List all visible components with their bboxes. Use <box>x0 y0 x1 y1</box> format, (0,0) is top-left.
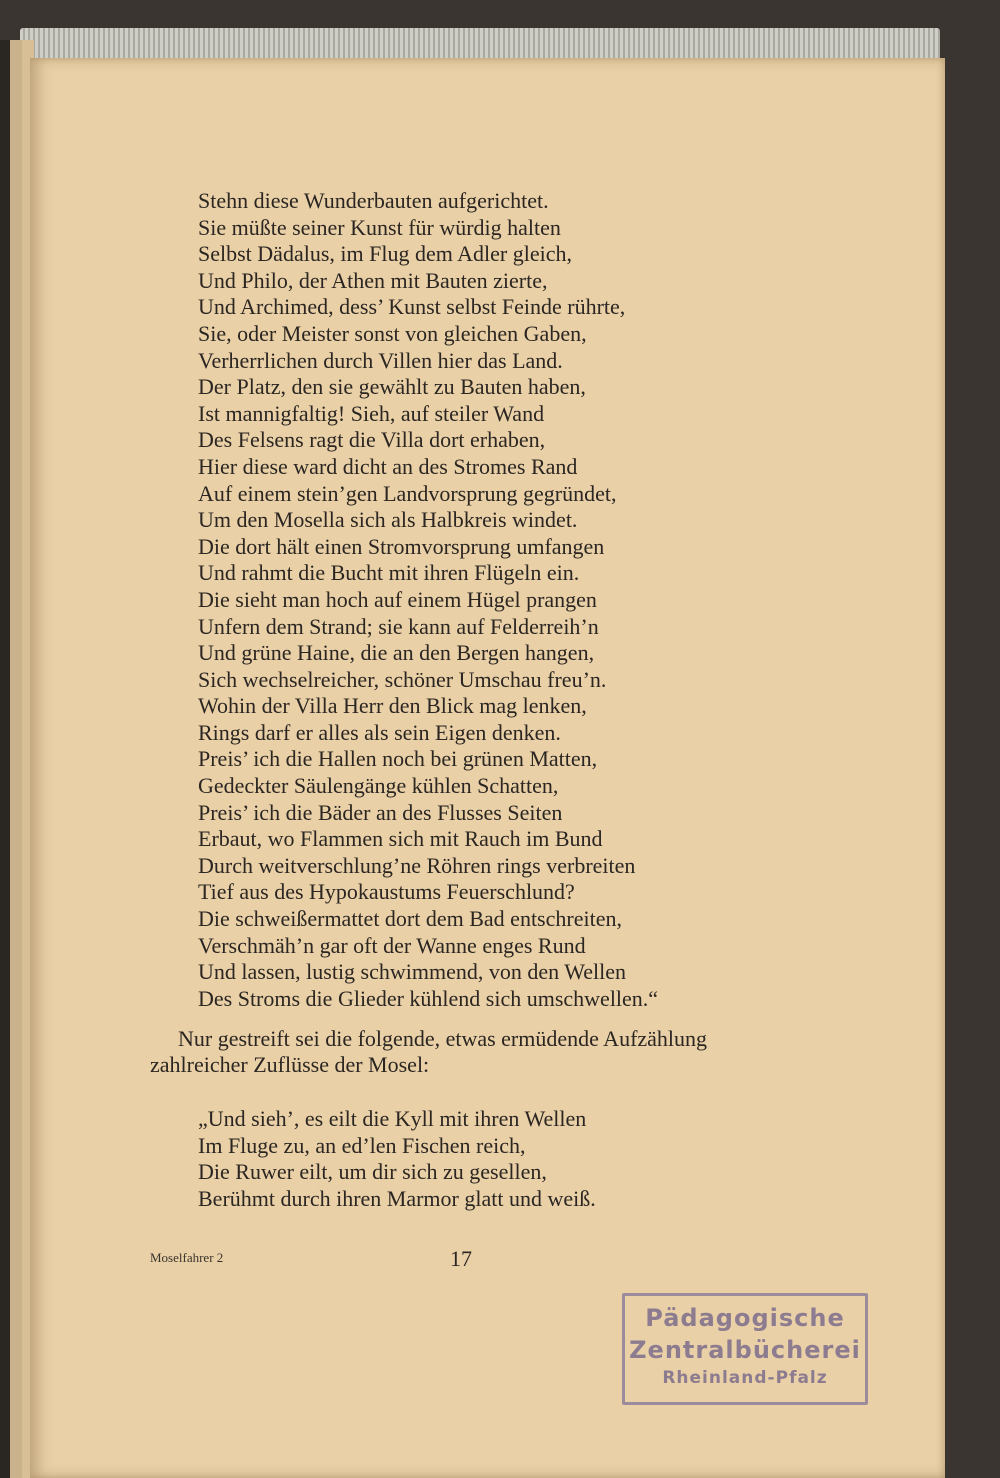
verse-line: Und Philo, der Athen mit Bauten zierte, <box>198 267 548 293</box>
verse-line: Die sieht man hoch auf einem Hügel prangen <box>198 586 597 612</box>
prose-line: Nur gestreift sei die folgende, etwas ermüdende Aufzählung <box>178 1026 708 1051</box>
page-number: 17 <box>450 1246 472 1271</box>
verse-line: Verschmäh’n gar oft der Wanne enges Rund <box>198 932 586 958</box>
verse-line: Wohin der Villa Herr den Blick mag lenken, <box>198 693 587 719</box>
verse-line: Sie müßte seiner Kunst für würdig halten <box>198 214 561 240</box>
verse-block-b <box>198 1106 596 1212</box>
verse-line: Und Archimed, dess’ Kunst selbst Feinde rührte, <box>198 294 626 320</box>
verse-line: Sie, oder Meister sonst von gleichen Gaben, <box>198 320 587 346</box>
verse-line: Durch weitverschlung’ne Röhren rings verbreiten <box>198 852 636 878</box>
verse-line: „Und sieh’, es eilt die Kyll mit ihren Wellen <box>198 1106 587 1131</box>
verse-line: Berühmt durch ihren Marmor glatt und weiß. <box>198 1185 596 1211</box>
verse-line: Und lassen, lustig schwimmend, von den Wellen <box>198 959 626 985</box>
verse-line: Tief aus des Hypokaustums Feuerschlund? <box>198 879 575 905</box>
verse-line: Ist mannigfaltig! Sieh, auf steiler Wand <box>198 400 545 426</box>
prose-line: zahlreicher Zuflüsse der Mosel: <box>150 1052 430 1077</box>
verse-line: Selbst Dädalus, im Flug dem Adler gleich, <box>198 241 572 267</box>
verse-block-a <box>198 188 658 1012</box>
verse-line: Erbaut, wo Flammen sich mit Rauch im Bund <box>198 826 603 852</box>
verse-line: Der Platz, den sie gewählt zu Bauten haben, <box>198 374 586 400</box>
verse-line: Gedeckter Säulengänge kühlen Schatten, <box>198 773 559 799</box>
verse-line: Rings darf er alles als sein Eigen denken. <box>198 719 561 745</box>
verse-line: Stehn diese Wunderbauten aufgerichtet. <box>198 188 549 213</box>
verse-line: Des Stroms die Glieder kühlend sich umschwellen.“ <box>198 985 659 1011</box>
verse-line: Des Felsens ragt die Villa dort erhaben, <box>198 427 546 453</box>
stamp-line: Zentralbücherei <box>629 1336 861 1364</box>
library-stamp <box>622 1293 868 1405</box>
verse-line: Und rahmt die Bucht mit ihren Flügeln ein. <box>198 560 580 586</box>
verse-line: Um den Mosella sich als Halbkreis windet. <box>198 507 578 533</box>
verse-line: Preis’ ich die Hallen noch bei grünen Matten, <box>198 746 598 772</box>
verse-line: Sich wechselreicher, schöner Umschau freu’n. <box>198 666 607 692</box>
prose-paragraph <box>150 1026 790 1078</box>
verse-line: Im Fluge zu, an ed’len Fischen reich, <box>198 1132 526 1158</box>
stamp-line: Pädagogische <box>645 1304 845 1332</box>
verse-line: Die dort hält einen Stromvorsprung umfangen <box>198 533 605 559</box>
stamp-line: Rheinland-Pfalz <box>662 1368 828 1388</box>
verse-line: Die schweißermattet dort dem Bad entschreiten, <box>198 906 622 932</box>
signature-mark: Moselfahrer 2 <box>150 1250 224 1265</box>
verse-line: Hier diese ward dicht an des Stromes Rand <box>198 453 578 479</box>
verse-line: Auf einem stein’gen Landvorsprung gegründet, <box>198 480 617 506</box>
verse-line: Verherrlichen durch Villen hier das Land. <box>198 347 563 373</box>
verse-line: Unfern dem Strand; sie kann auf Felderreih’n <box>198 613 599 639</box>
book-left-edge <box>0 40 34 1478</box>
verse-line: Die Ruwer eilt, um dir sich zu gesellen, <box>198 1159 547 1185</box>
verse-line: Preis’ ich die Bäder an des Flusses Seiten <box>198 799 563 825</box>
verse-line: Und grüne Haine, die an den Bergen hangen, <box>198 640 595 666</box>
